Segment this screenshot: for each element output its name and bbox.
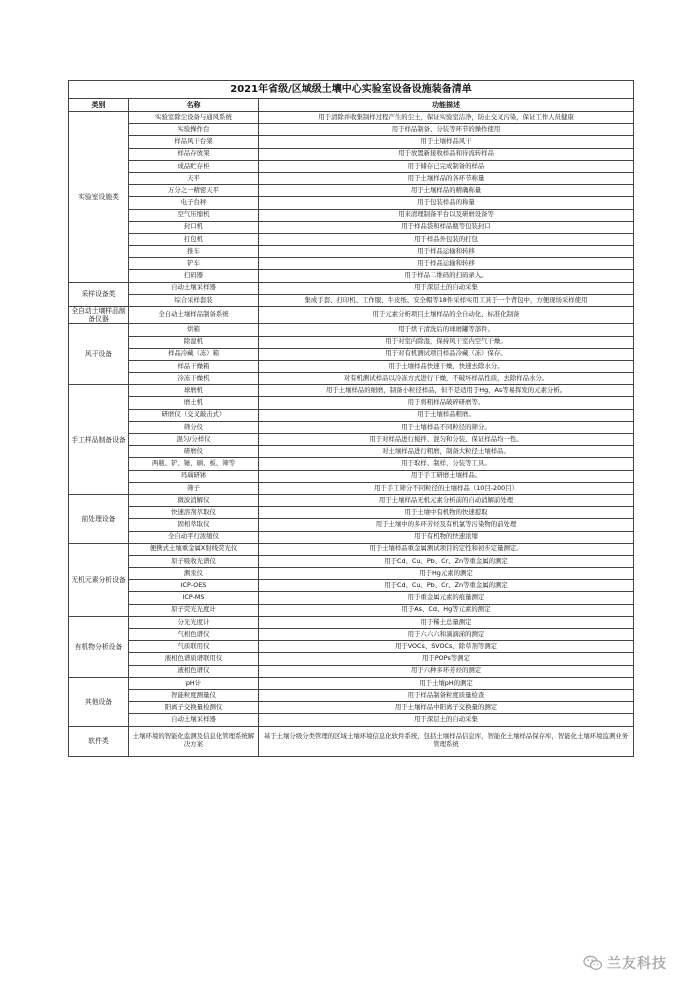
table-row [69,629,634,641]
table-row [69,531,634,543]
equipment-name-cell: 样品冷藏（冻）箱 [129,348,259,360]
table-row [69,470,634,482]
document-title: 2021年省级/区域级土壤中心实验室设备设施装备清单 [69,81,634,99]
category-cell: 采样设备类 [69,282,129,306]
equipment-name-cell: 样品干燥箱 [129,360,259,372]
equipment-name-cell: 阳离子交换量检测仪 [129,702,259,714]
table-row [69,434,634,446]
table-row [69,409,634,421]
table-row [69,421,634,433]
equipment-name-cell: 空气压缩机 [129,209,259,221]
equipment-name-cell: 原子吸收光谱仪 [129,555,259,567]
table-row [69,160,634,172]
equipment-name-cell: ICP-OES [129,580,259,592]
equipment-description-cell: 用于六种多环芳烃的测定 [259,665,634,677]
equipment-description-cell: 用于Cd、Cu、Pb、Cr、Zn等重金属的测定 [259,555,634,567]
equipment-description-cell: 用于有机物的快速浓缩 [259,531,634,543]
table-row [69,282,634,294]
equipment-description-cell: 用于元素分析项目土壤样品的全自动化、标准化制备 [259,307,634,324]
table-row [69,185,634,197]
table-row [69,246,634,258]
equipment-description-cell: 对有机测试样品以冷冻方式进行干燥，不破坏样品性质，去除样品水分。 [259,373,634,385]
equipment-name-cell: 气相色谱仪 [129,629,259,641]
equipment-description-cell: 用于手工筛分不同粒径的土壤样品（10目-200目） [259,482,634,494]
equipment-name-cell: 研磨仪（交叉敲击式） [129,409,259,421]
equipment-description-cell: 用于土壤样品风干 [259,136,634,148]
table-row [69,172,634,184]
equipment-name-cell: 实验室除尘设备与通风系统 [129,112,259,124]
equipment-name-cell: 筛子 [129,482,259,494]
equipment-name-cell: 测汞仪 [129,568,259,580]
equipment-description-cell: 对土壤样品进行粗磨，制备大粒径土壤样品。 [259,446,634,458]
equipment-name-cell: 除湿机 [129,336,259,348]
wechat-icon [583,955,603,971]
category-cell: 有机物分析设备 [69,616,129,677]
table-row [69,397,634,409]
table-row [69,494,634,506]
equipment-description-cell: 用于Hg元素的测定 [259,568,634,580]
equipment-description-cell: 用于将粗样品破碎研磨等。 [259,397,634,409]
equipment-description-cell: 用于土壤中的多环芳烃及有机氯等污染物的前处理 [259,519,634,531]
equipment-description-cell: 用于样品运输和转移 [259,258,634,270]
equipment-description-cell: 用于对有机测试项目样品冷藏（冻）保存。 [259,348,634,360]
table-row [69,568,634,580]
equipment-description-cell: 用于样品二维码的扫码录入。 [259,270,634,282]
equipment-description-cell: 用于土壤样品的精确称量 [259,185,634,197]
equipment-description-cell: 用于土壤样品无机元素分析前的自动消解前处理 [259,494,634,506]
table-row [69,373,634,385]
equipment-description-cell: 用于土壤样品的各环节称量 [259,172,634,184]
table-row [69,221,634,233]
equipment-description-cell: 用于手工研磨土壤样品。 [259,470,634,482]
table-row [69,148,634,160]
equipment-name-cell: 智能粒度测量仪 [129,689,259,701]
equipment-name-cell: 微波消解仪 [129,494,259,506]
category-cell: 风干设备 [69,324,129,385]
equipment-description-cell: 用于样品运输和转移 [259,246,634,258]
equipment-name-cell: 推车 [129,246,259,258]
table-row [69,641,634,653]
equipment-name-cell: 磨土机 [129,397,259,409]
equipment-name-cell: 万分之一精密天平 [129,185,259,197]
equipment-name-cell: 筛分仪 [129,421,259,433]
table-row [69,112,634,124]
equipment-description-cell: 用于六六六和滴滴涕的测定 [259,629,634,641]
equipment-description-cell: 用于土壤中有机物的快速提取 [259,507,634,519]
equipment-description-cell: 用于储存已完成制备的样品 [259,160,634,172]
equipment-name-cell: 烘箱 [129,324,259,336]
category-cell: 软件类 [69,726,129,756]
equipment-name-cell: 封口机 [129,221,259,233]
table-row [69,653,634,665]
equipment-description-cell: 集成手套、打印机、工作服、牛皮纸、安全帽等18件采样实用工具于一个背包中，方便现场采样使用 [259,294,634,306]
watermark-text: 兰友科技 [607,956,667,972]
equipment-description-cell: 用于清除并收集制样过程产生的尘土，保证实验室洁净，防止交叉污染，保证工作人员健康 [259,112,634,124]
equipment-description-cell: 用于深层土的自动采集 [259,714,634,726]
equipment-description-cell: 用于包装样品的称量 [259,197,634,209]
equipment-name-cell: 快速溶剂萃取仪 [129,507,259,519]
equipment-name-cell: 混匀/分样仪 [129,434,259,446]
equipment-name-cell: 土壤环境的智能化监测及信息化管理系统解决方案 [129,726,259,756]
equipment-name-cell: 原子荧光光度计 [129,604,259,616]
equipment-name-cell: 全自动土壤样品制备系统 [129,307,259,324]
equipment-name-cell: pH计 [129,677,259,689]
equipment-description-cell: 用于土壤pH的测定 [259,677,634,689]
watermark [583,952,695,974]
table-row [69,307,634,324]
equipment-description-cell: 用于对室内除湿，保持风干室内空气干燥。 [259,336,634,348]
table-row [69,197,634,209]
equipment-name-cell: 天平 [129,172,259,184]
equipment-name-cell: 综合采样套装 [129,294,259,306]
table-row [69,294,634,306]
table-row [69,519,634,531]
header-description: 功能描述 [259,99,634,112]
equipment-name-cell: 玛瑙研钵 [129,470,259,482]
equipment-name-cell: 分光光度计 [129,616,259,628]
table-row [69,592,634,604]
category-cell: 全自动土壤样品制备仪器 [69,307,129,324]
table-row [69,209,634,221]
equipment-description-cell: 用于Cd、Cu、Pb、Cr、Zn等重金属的测定 [259,580,634,592]
equipment-name-cell: ICP-MS [129,592,259,604]
table-row [69,543,634,555]
equipment-description-cell: 用于烘干清洗后的球磨罐等部件。 [259,324,634,336]
equipment-name-cell: 成品贮存柜 [129,160,259,172]
table-row [69,270,634,282]
equipment-name-cell: 打包机 [129,233,259,245]
equipment-description-cell: 用于土壤样品的细磨，制备小粒径样品，但不是适用于Hg、As等易挥发的元素分析。 [259,385,634,397]
equipment-name-cell: 自动土壤采样器 [129,282,259,294]
equipment-name-cell: 液相色谱仪 [129,665,259,677]
equipment-name-cell: 全自动平行浓缩仪 [129,531,259,543]
equipment-description-cell: 用于土壤样品中阳离子交换量的测定 [259,702,634,714]
equipment-description-cell: 用于As、Cd、Hg等元素的测定 [259,604,634,616]
equipment-description-cell: 用来清理制备平台以及研磨设备等 [259,209,634,221]
equipment-description-cell: 用于样品制备粒度质量检查 [259,689,634,701]
table-row [69,258,634,270]
equipment-description-cell: 用于样品外包装的打包 [259,233,634,245]
equipment-name-cell: 两瓶、铲、锤、刷、板、筛等 [129,458,259,470]
table-row [69,136,634,148]
table-row [69,324,634,336]
table-row [69,677,634,689]
table-row [69,233,634,245]
equipment-description-cell: 用于POPs等测定 [259,653,634,665]
equipment-name-cell: 便携式土壤重金属X射线荧光仪 [129,543,259,555]
equipment-name-cell: 自动土壤采样器 [129,714,259,726]
table-row [69,726,634,756]
table-row [69,482,634,494]
category-cell: 实验室设施类 [69,112,129,283]
equipment-description-cell: 用于取样、制样、分装等工具。 [259,458,634,470]
equipment-description-cell: 用于土壤样品不同粒径的筛分。 [259,421,634,433]
equipment-name-cell: 实验操作台 [129,124,259,136]
table-row [69,348,634,360]
equipment-name-cell: 研磨仪 [129,446,259,458]
table-row [69,555,634,567]
equipment-name-cell: 样品风干台架 [129,136,259,148]
equipment-name-cell: 电子台秤 [129,197,259,209]
category-cell: 前处理设备 [69,494,129,543]
category-cell: 其他设备 [69,677,129,726]
table-row [69,360,634,372]
table-row [69,458,634,470]
table-row [69,604,634,616]
equipment-document [68,80,633,757]
equipment-name-cell: 铲车 [129,258,259,270]
table-row [69,446,634,458]
table-row [69,507,634,519]
equipment-description-cell: 用于样品制备、分装等环节的操作使用 [259,124,634,136]
header-name: 名称 [129,99,259,112]
header-category: 类别 [69,99,129,112]
table-row [69,580,634,592]
equipment-name-cell: 扫码器 [129,270,259,282]
table-row [69,336,634,348]
table-row [69,124,634,136]
equipment-table [68,80,634,757]
table-row [69,689,634,701]
equipment-description-cell: 用于放置新接收样品和待流转样品 [259,148,634,160]
equipment-name-cell: 气质联用仪 [129,641,259,653]
table-row [69,385,634,397]
table-body [69,112,634,757]
equipment-description-cell: 用于土壤样品粗磨。 [259,409,634,421]
equipment-name-cell: 液相色谱质谱联用仪 [129,653,259,665]
equipment-description-cell: 基于土壤分级分类管理的区域土壤环境信息化软件系统，包括土壤样品信息库，智能化土壤样品保存库，智能化土壤环境监测业务管理系统 [259,726,634,756]
equipment-description-cell: 用于对样品进行搅拌、混匀和分装，保证样品均一性。 [259,434,634,446]
table-row [69,702,634,714]
equipment-name-cell: 固相萃取仪 [129,519,259,531]
category-cell: 手工样品制备设备 [69,385,129,495]
equipment-description-cell: 用于稀土总量测定 [259,616,634,628]
table-row [69,714,634,726]
equipment-description-cell: 用于样品袋和样品瓶等包装封口 [259,221,634,233]
equipment-name-cell: 球磨机 [129,385,259,397]
equipment-description-cell: 用于土壤样品快速干燥，快速去除水分。 [259,360,634,372]
equipment-description-cell: 用于VOCs、SVOCs、除草剂等测定 [259,641,634,653]
equipment-name-cell: 样品存放架 [129,148,259,160]
table-row [69,616,634,628]
category-cell: 无机元素分析设备 [69,543,129,616]
equipment-description-cell: 用于土壤样品重金属测试项目的定性和初步定量测定。 [259,543,634,555]
table-row [69,665,634,677]
equipment-name-cell: 冷冻干燥机 [129,373,259,385]
equipment-description-cell: 用于重金属元素的痕量测定 [259,592,634,604]
equipment-description-cell: 用于深层土的自动采集 [259,282,634,294]
